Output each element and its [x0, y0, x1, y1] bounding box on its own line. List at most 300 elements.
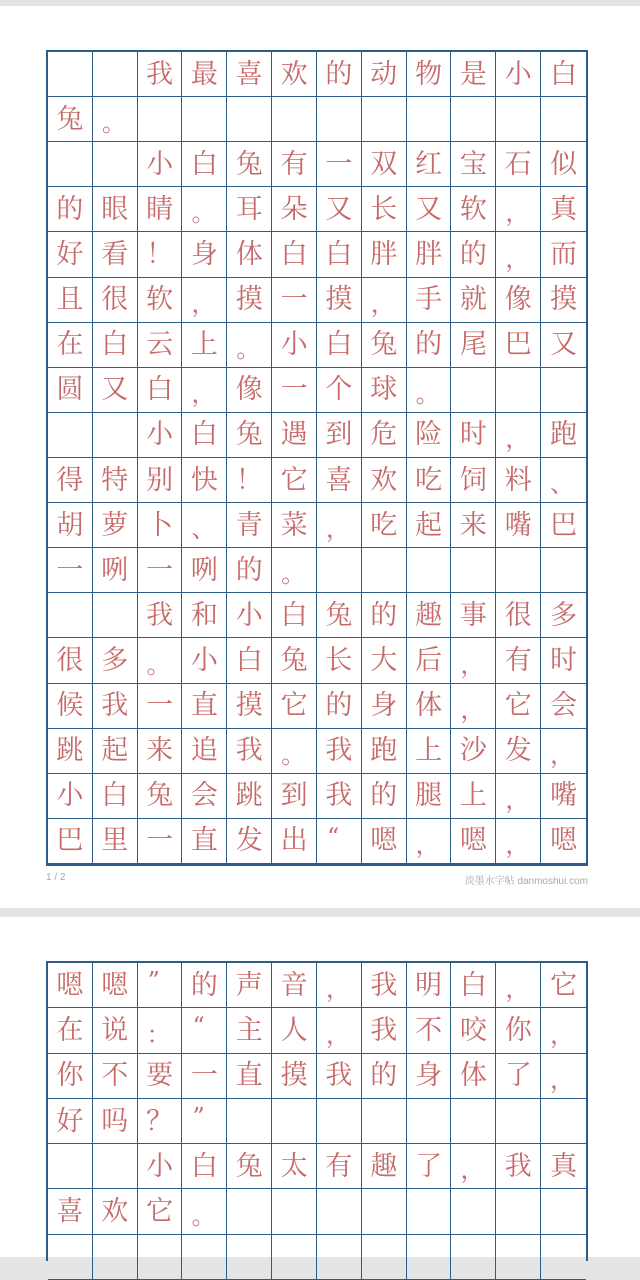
grid-cell: 软 [138, 278, 183, 323]
grid-cell: 身 [182, 232, 227, 277]
grid-cell [451, 1099, 496, 1144]
grid-cell [227, 1235, 272, 1280]
grid-cell: 起 [93, 729, 138, 774]
grid-cell: 快 [182, 458, 227, 503]
grid-cell: 萝 [93, 503, 138, 548]
grid-cell: 直 [182, 684, 227, 729]
grid-cell: 物 [407, 52, 452, 97]
grid-cell: 得 [48, 458, 93, 503]
grid-cell: 它 [272, 684, 317, 729]
grid-cell: 小 [496, 52, 541, 97]
grid-cell: 它 [541, 963, 586, 1008]
grid-cell [541, 548, 586, 593]
grid-cell: 白 [227, 638, 272, 683]
grid-cell: 软 [451, 187, 496, 232]
grid-cell [407, 1189, 452, 1234]
grid-cell: 欢 [272, 52, 317, 97]
grid-cell: 多 [541, 593, 586, 638]
writing-grid [46, 50, 588, 866]
grid-cell: 一 [272, 368, 317, 413]
grid-cell: 咬 [451, 1008, 496, 1053]
grid-cell: 小 [138, 413, 183, 458]
grid-cell: 你 [48, 1054, 93, 1099]
grid-cell: 白 [93, 323, 138, 368]
grid-cell: 又 [541, 323, 586, 368]
grid-cell [407, 548, 452, 593]
grid-cell: 起 [407, 503, 452, 548]
grid-cell: 它 [138, 1189, 183, 1234]
grid-cell [496, 368, 541, 413]
grid-cell: 险 [407, 413, 452, 458]
grid-cell: 腿 [407, 774, 452, 819]
grid-cell: 。 [407, 368, 452, 413]
grid-cell [227, 1189, 272, 1234]
grid-cell: 巴 [541, 503, 586, 548]
grid-cell: 的 [407, 323, 452, 368]
grid-cell: 双 [362, 142, 407, 187]
grid-cell: ， [496, 232, 541, 277]
grid-cell [451, 1189, 496, 1234]
grid-cell: 特 [93, 458, 138, 503]
grid-cell: 云 [138, 323, 183, 368]
grid-cell [317, 1235, 362, 1280]
grid-cell [317, 1189, 362, 1234]
grid-cell [362, 1189, 407, 1234]
page-number: 1 / 2 [46, 872, 66, 883]
grid-cell: 追 [182, 729, 227, 774]
grid-cell: 白 [93, 774, 138, 819]
grid-cell: 的 [227, 548, 272, 593]
grid-cell: 一 [182, 1054, 227, 1099]
grid-cell: 了 [407, 1144, 452, 1189]
grid-cell: 兔 [138, 774, 183, 819]
grid-cell [362, 1099, 407, 1144]
grid-cell: 一 [138, 819, 183, 864]
grid-cell: ， [451, 638, 496, 683]
grid-cell: 沙 [451, 729, 496, 774]
grid-cell [138, 1235, 183, 1280]
grid-cell: 料 [496, 458, 541, 503]
page-footer [46, 872, 588, 887]
grid-cell: 一 [138, 684, 183, 729]
grid-cell: 的 [362, 1054, 407, 1099]
grid-cell: 趣 [407, 593, 452, 638]
grid-cell: 主 [227, 1008, 272, 1053]
grid-cell: 白 [182, 1144, 227, 1189]
grid-cell [48, 52, 93, 97]
grid-cell: 巴 [496, 323, 541, 368]
grid-cell: 白 [182, 413, 227, 458]
grid-cell: 你 [496, 1008, 541, 1053]
grid-cell: 发 [496, 729, 541, 774]
grid-cell: 白 [138, 368, 183, 413]
grid-cell [317, 1099, 362, 1144]
grid-cell: 白 [317, 232, 362, 277]
grid-cell: 会 [182, 774, 227, 819]
grid-cell: ， [317, 1008, 362, 1053]
grid-cell [407, 97, 452, 142]
grid-cell: 体 [451, 1054, 496, 1099]
grid-cell: 我 [317, 729, 362, 774]
grid-cell: 有 [272, 142, 317, 187]
grid-cell: ， [362, 278, 407, 323]
grid-cell [272, 97, 317, 142]
grid-cell: 它 [272, 458, 317, 503]
grid-cell: 小 [138, 1144, 183, 1189]
worksheet-page-1 [0, 6, 640, 908]
grid-cell: 又 [93, 368, 138, 413]
grid-cell: 的 [317, 52, 362, 97]
grid-cell: 身 [362, 684, 407, 729]
grid-cell [93, 52, 138, 97]
grid-cell: 会 [541, 684, 586, 729]
grid-cell [227, 1099, 272, 1144]
grid-cell: 一 [317, 142, 362, 187]
grid-cell: 又 [317, 187, 362, 232]
grid-cell: 后 [407, 638, 452, 683]
grid-cell: 巴 [48, 819, 93, 864]
grid-cell: 兔 [317, 593, 362, 638]
grid-cell: 遇 [272, 413, 317, 458]
grid-cell: 兔 [227, 1144, 272, 1189]
grid-cell: ， [317, 503, 362, 548]
grid-cell: 来 [138, 729, 183, 774]
grid-cell: 真 [541, 1144, 586, 1189]
grid-cell: 。 [93, 97, 138, 142]
grid-cell [407, 1235, 452, 1280]
grid-cell: 胖 [407, 232, 452, 277]
grid-cell: 小 [138, 142, 183, 187]
grid-cell: 危 [362, 413, 407, 458]
grid-cell: 一 [48, 548, 93, 593]
grid-cell: 我 [93, 684, 138, 729]
grid-cell: 耳 [227, 187, 272, 232]
grid-cell: 时 [451, 413, 496, 458]
grid-cell: ， [541, 1008, 586, 1053]
grid-cell: 似 [541, 142, 586, 187]
grid-cell: 的 [362, 774, 407, 819]
grid-cell: 身 [407, 1054, 452, 1099]
grid-cell: ， [182, 368, 227, 413]
writing-grid [46, 961, 588, 1261]
grid-cell: 事 [451, 593, 496, 638]
grid-cell: 像 [227, 368, 272, 413]
grid-cell: 摸 [317, 278, 362, 323]
grid-cell: 我 [362, 963, 407, 1008]
grid-cell [362, 548, 407, 593]
grid-cell: 的 [182, 963, 227, 1008]
grid-cell: 声 [227, 963, 272, 1008]
grid-cell [138, 97, 183, 142]
grid-cell: 在 [48, 1008, 93, 1053]
grid-cell [317, 97, 362, 142]
grid-cell: 我 [138, 52, 183, 97]
grid-cell: 个 [317, 368, 362, 413]
grid-cell: 嘴 [496, 503, 541, 548]
grid-cell: 摸 [272, 1054, 317, 1099]
grid-cell: 又 [407, 187, 452, 232]
grid-cell [496, 97, 541, 142]
grid-cell: ？ [138, 1099, 183, 1144]
grid-cell: 兔 [227, 413, 272, 458]
grid-cell: 直 [182, 819, 227, 864]
grid-cell: 到 [317, 413, 362, 458]
grid-cell [362, 97, 407, 142]
grid-cell: 咧 [182, 548, 227, 593]
grid-cell: 。 [182, 187, 227, 232]
grid-cell: 小 [182, 638, 227, 683]
grid-cell: 我 [496, 1144, 541, 1189]
grid-cell [93, 593, 138, 638]
grid-cell: 卜 [138, 503, 183, 548]
grid-cell [93, 1235, 138, 1280]
grid-cell: 跑 [362, 729, 407, 774]
grid-cell: 跳 [227, 774, 272, 819]
grid-cell: 圆 [48, 368, 93, 413]
grid-cell: 喜 [227, 52, 272, 97]
grid-cell: ， [317, 963, 362, 1008]
grid-cell: 上 [407, 729, 452, 774]
grid-cell: 嗯 [362, 819, 407, 864]
grid-cell: 上 [182, 323, 227, 368]
grid-cell [317, 548, 362, 593]
grid-cell [93, 1144, 138, 1189]
grid-cell: 且 [48, 278, 93, 323]
grid-cell: 有 [317, 1144, 362, 1189]
grid-cell: 。 [138, 638, 183, 683]
grid-cell [48, 142, 93, 187]
grid-cell: 不 [407, 1008, 452, 1053]
grid-cell: 的 [451, 232, 496, 277]
grid-cell: 饲 [451, 458, 496, 503]
grid-cell: 摸 [227, 278, 272, 323]
grid-cell: ， [496, 819, 541, 864]
grid-cell [541, 368, 586, 413]
grid-cell: 朵 [272, 187, 317, 232]
grid-cell: 吗 [93, 1099, 138, 1144]
grid-cell [407, 1099, 452, 1144]
grid-cell: “ [182, 1008, 227, 1053]
grid-cell: ： [138, 1008, 183, 1053]
grid-cell [93, 142, 138, 187]
grid-cell: 宝 [451, 142, 496, 187]
grid-cell [496, 1189, 541, 1234]
grid-cell: 。 [227, 323, 272, 368]
grid-cell: 。 [182, 1189, 227, 1234]
grid-cell: ， [541, 1054, 586, 1099]
grid-cell: 不 [93, 1054, 138, 1099]
grid-cell: 小 [48, 774, 93, 819]
grid-cell: 跑 [541, 413, 586, 458]
grid-cell: 要 [138, 1054, 183, 1099]
grid-cell: 我 [362, 1008, 407, 1053]
grid-cell: 嗯 [451, 819, 496, 864]
grid-cell: 小 [227, 593, 272, 638]
grid-cell: 欢 [362, 458, 407, 503]
grid-cell: 眼 [93, 187, 138, 232]
worksheet-page-2 [0, 917, 640, 1257]
grid-cell: 了 [496, 1054, 541, 1099]
grid-cell [48, 413, 93, 458]
grid-cell: 在 [48, 323, 93, 368]
grid-cell: 很 [93, 278, 138, 323]
grid-cell [48, 1144, 93, 1189]
grid-cell: 喜 [48, 1189, 93, 1234]
grid-cell: 胡 [48, 503, 93, 548]
grid-cell: 一 [138, 548, 183, 593]
grid-cell: 、 [182, 503, 227, 548]
grid-cell [227, 97, 272, 142]
grid-cell [496, 1099, 541, 1144]
grid-cell: 而 [541, 232, 586, 277]
grid-cell: 多 [93, 638, 138, 683]
grid-cell [48, 1235, 93, 1280]
grid-cell: 尾 [451, 323, 496, 368]
grid-cell: 白 [272, 232, 317, 277]
grid-cell [93, 413, 138, 458]
grid-cell: 候 [48, 684, 93, 729]
grid-cell: 吃 [407, 458, 452, 503]
grid-cell: 别 [138, 458, 183, 503]
grid-cell: 白 [451, 963, 496, 1008]
grid-cell [272, 1189, 317, 1234]
grid-cell: 体 [227, 232, 272, 277]
grid-cell: 。 [272, 548, 317, 593]
grid-cell: 我 [138, 593, 183, 638]
grid-cell: ！ [227, 458, 272, 503]
grid-cell: 上 [451, 774, 496, 819]
grid-cell: 趣 [362, 1144, 407, 1189]
grid-cell: ， [541, 729, 586, 774]
grid-cell: 太 [272, 1144, 317, 1189]
grid-cell: 嗯 [93, 963, 138, 1008]
grid-cell [496, 548, 541, 593]
grid-cell: 白 [317, 323, 362, 368]
grid-cell: 的 [317, 684, 362, 729]
grid-cell: 兔 [48, 97, 93, 142]
grid-cell: 的 [48, 187, 93, 232]
grid-cell: 石 [496, 142, 541, 187]
grid-cell: 球 [362, 368, 407, 413]
grid-cell [541, 1189, 586, 1234]
grid-cell: 欢 [93, 1189, 138, 1234]
grid-cell: 最 [182, 52, 227, 97]
grid-cell: 兔 [362, 323, 407, 368]
grid-cell [451, 1235, 496, 1280]
grid-cell: 的 [362, 593, 407, 638]
grid-cell: 、 [541, 458, 586, 503]
grid-cell: ” [182, 1099, 227, 1144]
grid-cell: ， [496, 963, 541, 1008]
grid-cell [451, 548, 496, 593]
grid-cell: 我 [227, 729, 272, 774]
grid-cell [496, 1235, 541, 1280]
grid-cell: “ [317, 819, 362, 864]
grid-cell: 嗯 [48, 963, 93, 1008]
grid-cell: 摸 [541, 278, 586, 323]
grid-cell: 我 [317, 1054, 362, 1099]
grid-cell: 好 [48, 1099, 93, 1144]
grid-cell: 好 [48, 232, 93, 277]
grid-cell [272, 1099, 317, 1144]
grid-cell: 人 [272, 1008, 317, 1053]
grid-cell: 我 [317, 774, 362, 819]
grid-cell: ” [138, 963, 183, 1008]
grid-cell: 摸 [227, 684, 272, 729]
grid-cell: 直 [227, 1054, 272, 1099]
grid-cell: 大 [362, 638, 407, 683]
watermark-text: 淡墨水字帖 danmoshui.com [464, 876, 588, 887]
grid-cell [451, 368, 496, 413]
grid-cell: 明 [407, 963, 452, 1008]
grid-cell: 动 [362, 52, 407, 97]
grid-cell: 是 [451, 52, 496, 97]
grid-cell: 咧 [93, 548, 138, 593]
grid-cell [182, 97, 227, 142]
grid-cell [451, 97, 496, 142]
grid-cell: 白 [182, 142, 227, 187]
grid-cell: ， [496, 187, 541, 232]
grid-cell: ！ [138, 232, 183, 277]
grid-cell: 胖 [362, 232, 407, 277]
grid-cell: ， [496, 413, 541, 458]
grid-cell [541, 97, 586, 142]
grid-cell: 它 [496, 684, 541, 729]
grid-cell: 长 [317, 638, 362, 683]
grid-cell: 兔 [227, 142, 272, 187]
grid-cell: 就 [451, 278, 496, 323]
grid-cell: ， [407, 819, 452, 864]
grid-cell: 有 [496, 638, 541, 683]
grid-cell: 兔 [272, 638, 317, 683]
grid-cell: 像 [496, 278, 541, 323]
grid-cell: 。 [272, 729, 317, 774]
grid-cell: 和 [182, 593, 227, 638]
grid-cell: 嗯 [541, 819, 586, 864]
grid-cell: 红 [407, 142, 452, 187]
grid-cell: ， [496, 774, 541, 819]
grid-cell: ， [451, 1144, 496, 1189]
grid-cell: 白 [272, 593, 317, 638]
grid-cell: 时 [541, 638, 586, 683]
grid-cell: 真 [541, 187, 586, 232]
grid-cell: 来 [451, 503, 496, 548]
grid-cell: 手 [407, 278, 452, 323]
grid-cell: 出 [272, 819, 317, 864]
grid-cell [182, 1235, 227, 1280]
grid-cell: 里 [93, 819, 138, 864]
grid-cell [48, 593, 93, 638]
grid-cell: 到 [272, 774, 317, 819]
grid-cell: 一 [272, 278, 317, 323]
grid-cell: 音 [272, 963, 317, 1008]
grid-cell: 发 [227, 819, 272, 864]
grid-cell: 睛 [138, 187, 183, 232]
grid-cell: ， [182, 278, 227, 323]
grid-cell: ， [451, 684, 496, 729]
grid-cell: 很 [48, 638, 93, 683]
grid-cell [541, 1235, 586, 1280]
grid-cell [541, 1099, 586, 1144]
grid-cell: 青 [227, 503, 272, 548]
grid-cell: 体 [407, 684, 452, 729]
grid-cell: 看 [93, 232, 138, 277]
grid-cell: 跳 [48, 729, 93, 774]
grid-cell: 长 [362, 187, 407, 232]
grid-cell: 喜 [317, 458, 362, 503]
grid-cell [362, 1235, 407, 1280]
grid-cell: 说 [93, 1008, 138, 1053]
